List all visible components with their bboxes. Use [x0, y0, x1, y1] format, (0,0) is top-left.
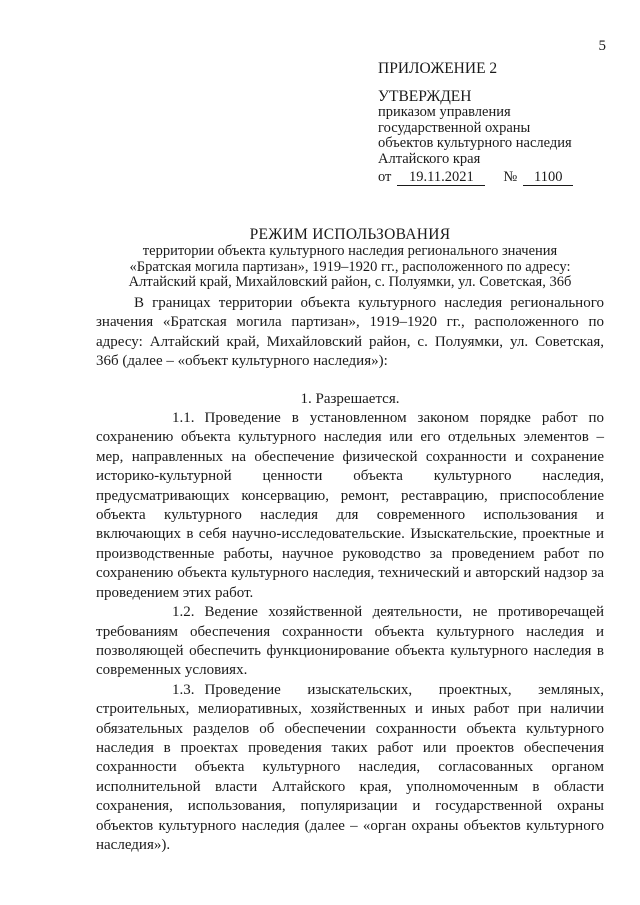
- number-sign: №: [503, 169, 518, 185]
- title-block: [100, 226, 600, 291]
- item-text: Ведение хозяйственной деятельности, не противоречащей требованиям обеспечения сохранности объекта культурного наследия и позволяющей обеспечить функционирование объекта культурного наследия в современных условиях.: [96, 604, 604, 679]
- approved-label: УТВЕРЖДЕН: [378, 88, 472, 105]
- item-text: Проведение в установленном законом порядке работ по сохранению объекта культурного наследия или его отдельных элементов – мер, направленных на обеспечение физической сохранности и сохранение историко-культурной ценности объекта культурного наследия, предусматривающих консервацию, ремонт, реставрацию, приспособление объекта культурного наследия для современного использования и включающих в себя научно-исследовательские. Изыскательские, проектные и производственные работы, научное руководство за проведением работ по сохранению объекта культурного наследия, технический и авторский надзор за проведением этих работ.: [96, 410, 604, 601]
- order-line: государственной охраны: [378, 119, 531, 136]
- section-heading: 1. Разрешается.: [300, 390, 400, 407]
- appendix-label: ПРИЛОЖЕНИЕ 2: [378, 60, 498, 77]
- order-date: 19.11.2021: [397, 169, 485, 186]
- order-line: Алтайского края: [378, 150, 481, 167]
- item-number: 1.2.: [172, 604, 195, 621]
- page-number: 5: [598, 38, 606, 54]
- item-number: 1.1.: [172, 410, 195, 427]
- order-line: приказом управления: [378, 104, 511, 120]
- item-number: 1.3.: [172, 681, 195, 698]
- approval-block: [378, 60, 618, 186]
- item-text: Проведение изыскательских, проектных, земляных, строительных, мелиоративных, хозяйственных и иных работ при наличии обязательных разделов об обеспечении сохранности объекта культурного наследия в проектах проведения таких работ или проектов обеспечения сохранности объекта культурного наследия, согласованных органом исполнительной власти Алтайского края, уполномоченным в области сохранения, использования, популяризации и государственной охраны объектов культурного наследия (далее – «орган охраны объектов культурного наследия»).: [96, 681, 604, 853]
- document-body: [96, 294, 604, 855]
- intro-paragraph: В границах территории объекта культурного наследия регионального значения «Братская могила партизан», 1919–1920 гг., расположенного по адресу: Алтайский край, Михайловский район, с. Полуямки, ул. Советская, 36б (далее – «объект культурного наследия»):: [96, 295, 604, 370]
- order-number: 1100: [523, 169, 573, 186]
- subtitle-line: «Братская могила партизан», 1919–1920 гг., расположенного по адресу:: [129, 258, 571, 275]
- list-item: [96, 409, 604, 603]
- order-date-line: [378, 169, 618, 186]
- date-prefix: от: [378, 169, 392, 185]
- subtitle-line: Алтайский край, Михайловский район, с. Полуямки, ул. Советская, 36б: [128, 274, 572, 290]
- list-item: [96, 603, 604, 681]
- order-line: объектов культурного наследия: [378, 135, 572, 151]
- list-item: [96, 681, 604, 856]
- subtitle-line: территории объекта культурного наследия регионального значения: [142, 243, 558, 259]
- document-title: РЕЖИМ ИСПОЛЬЗОВАНИЯ: [249, 226, 451, 243]
